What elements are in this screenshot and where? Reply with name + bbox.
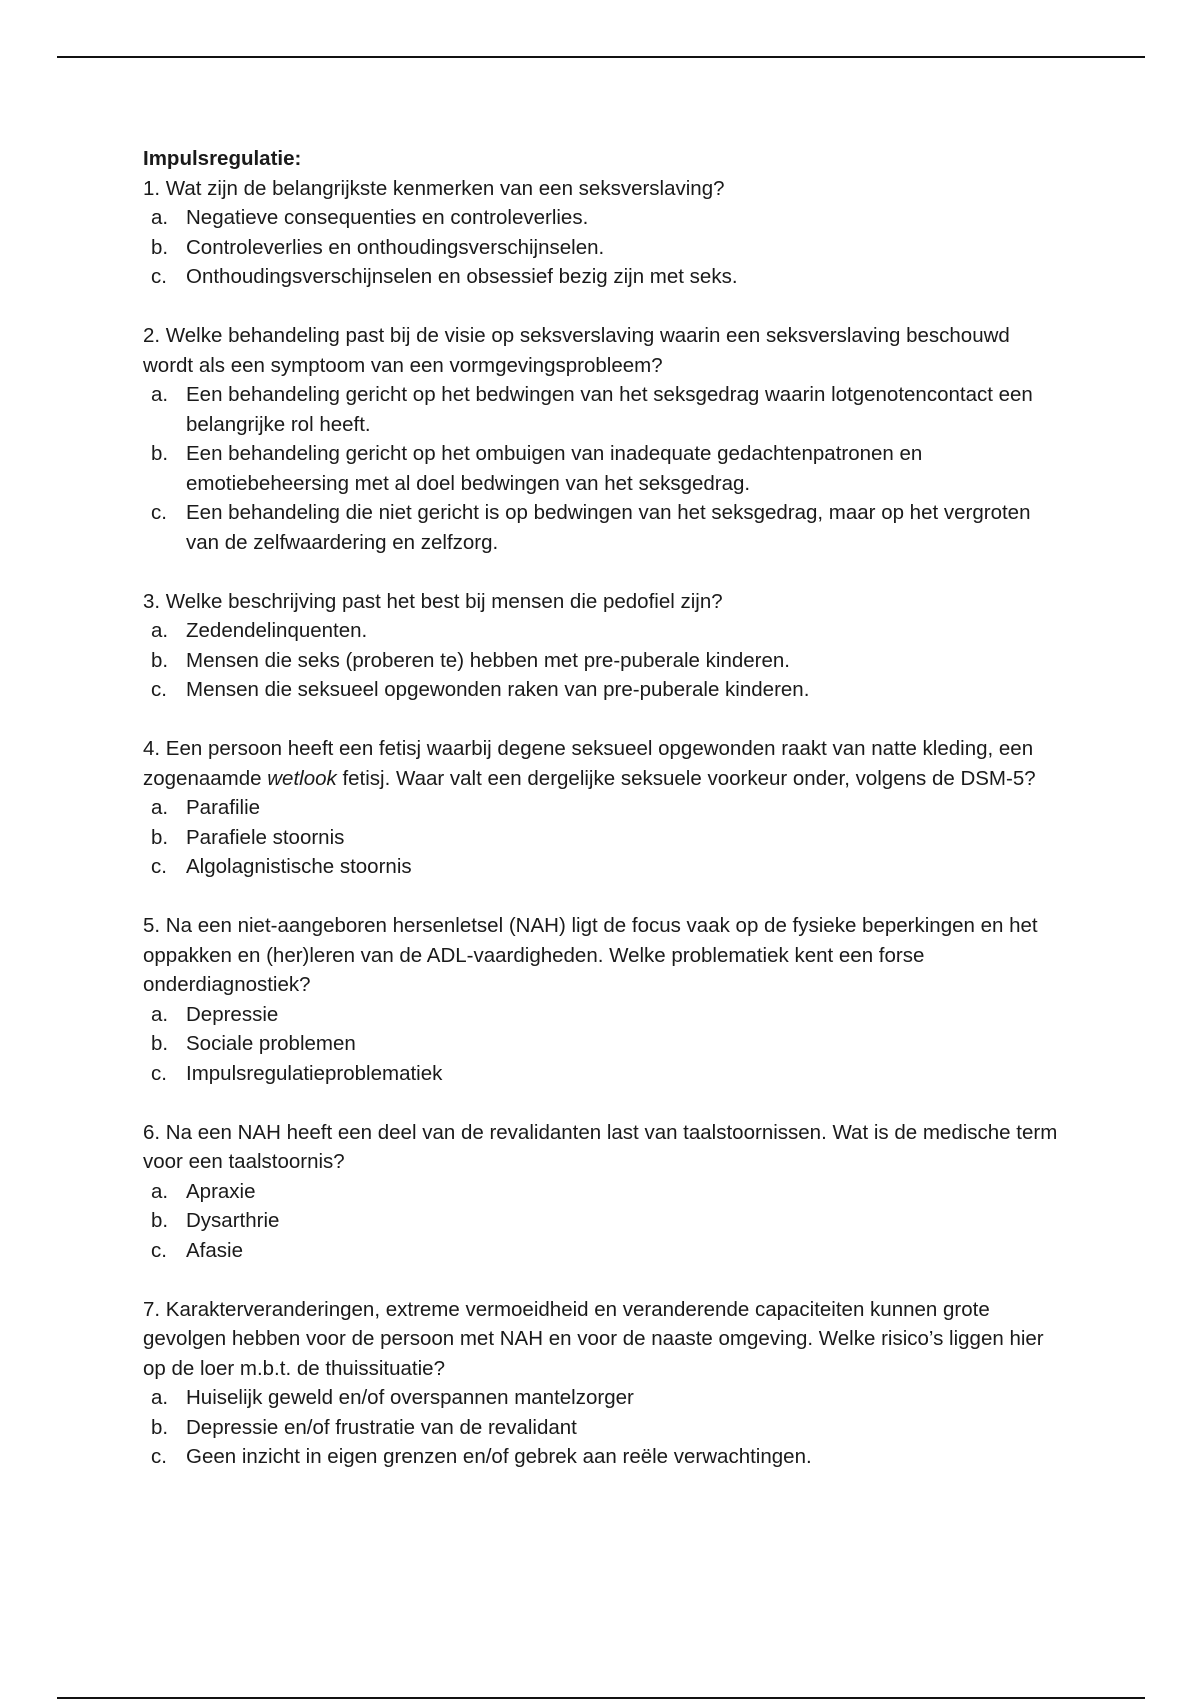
option-letter: c. <box>151 1238 167 1262</box>
option-text: Een behandeling gericht op het ombuigen van inadequate gedachtenpatronen en emotiebeheersing met al doel bedwingen van het seksgedrag. <box>186 442 923 495</box>
option-c <box>143 498 1063 557</box>
answer-options <box>143 1000 1063 1089</box>
option-text: Negatieve consequenties en controleverlies. <box>186 206 589 229</box>
option-letter: b. <box>151 1209 169 1232</box>
document-body <box>143 144 1063 1501</box>
question-5 <box>143 911 1063 1088</box>
option-letter: b. <box>151 648 169 672</box>
option-c <box>143 1059 1063 1089</box>
question-text: 6. Na een NAH heeft een deel van de revalidanten last van taalstoornissen. Wat is de medische term voor een taalstoornis? <box>143 1120 1058 1173</box>
option-letter: a. <box>151 1386 169 1409</box>
option-letter: c. <box>151 265 167 288</box>
option-letter: b. <box>151 235 169 259</box>
option-letter: c. <box>151 1061 167 1085</box>
option-c <box>143 852 1063 882</box>
option-letter: a. <box>151 206 169 229</box>
question-text: 2. Welke behandeling past bij de visie op seksverslaving waarin een seksverslaving beschouwd wordt als een symptoom van een vormgevingsprobleem? <box>143 324 1010 377</box>
option-text: Impulsregulatieproblematiek <box>186 1061 443 1085</box>
option-text: Apraxie <box>186 1179 256 1203</box>
option-letter: b. <box>151 1415 169 1439</box>
option-text: Zedendelinquenten. <box>186 619 368 642</box>
question-text: 3. Welke beschrijving past het best bij mensen die pedofiel zijn? <box>143 589 723 613</box>
option-text: Sociale problemen <box>186 1032 356 1055</box>
answer-options <box>143 1177 1063 1266</box>
option-letter: b. <box>151 442 169 465</box>
option-c <box>143 262 1063 292</box>
option-b <box>143 1206 1063 1236</box>
option-text: Depressie en/of frustratie van de revalidant <box>186 1415 577 1439</box>
option-b <box>143 1413 1063 1443</box>
option-text: Algolagnistische stoornis <box>186 855 412 878</box>
answer-options <box>143 616 1063 705</box>
question-text: 7. Karakterveranderingen, extreme vermoeidheid en veranderende capaciteiten kunnen grote gevolgen hebben voor de persoon met NAH en voor de naaste omgeving. Welke risico’s liggen hier op de loer m.b.t. de thuissituatie? <box>143 1297 1044 1380</box>
option-a <box>143 616 1063 646</box>
answer-options <box>143 203 1063 292</box>
option-letter: a. <box>151 1002 169 1026</box>
answer-options <box>143 793 1063 882</box>
option-a <box>143 1177 1063 1207</box>
option-letter: c. <box>151 678 167 701</box>
option-text: Mensen die seksueel opgewonden raken van pre-puberale kinderen. <box>186 678 810 701</box>
answer-options <box>143 380 1063 557</box>
option-letter: b. <box>151 1032 169 1055</box>
question-text-start: 4. Een persoon heeft een fetisj waarbij degene seksueel opgewonden raakt van natte kleding, een zogenaamde <box>143 737 1034 790</box>
option-text: Afasie <box>186 1238 243 1262</box>
question-7 <box>143 1295 1063 1472</box>
option-text: Depressie <box>186 1002 279 1026</box>
option-text: Huiselijk geweld en/of overspannen mantelzorger <box>186 1386 634 1409</box>
question-text: 1. Wat zijn de belangrijkste kenmerken van een seksverslaving? <box>143 176 725 200</box>
option-b <box>143 646 1063 676</box>
question-text-emphasis: wetlook <box>267 766 337 790</box>
option-b <box>143 1029 1063 1059</box>
option-b <box>143 233 1063 263</box>
option-c <box>143 1442 1063 1472</box>
option-b <box>143 439 1063 498</box>
option-c <box>143 675 1063 705</box>
option-text: Onthoudingsverschijnselen en obsessief bezig zijn met seks. <box>186 265 738 288</box>
option-a <box>143 1383 1063 1413</box>
option-text: Controleverlies en onthoudingsverschijnselen. <box>186 235 605 259</box>
section-title: Impulsregulatie: <box>143 147 302 170</box>
option-b <box>143 823 1063 853</box>
option-letter: c. <box>151 1445 167 1468</box>
option-letter: b. <box>151 825 169 849</box>
question-1 <box>143 174 1063 292</box>
option-text: Een behandeling die niet gericht is op bedwingen van het seksgedrag, maar op het vergroten van de zelfwaardering en zelfzorg. <box>186 501 1031 554</box>
option-text: Parafilie <box>186 796 261 819</box>
option-text: Parafiele stoornis <box>186 825 345 849</box>
question-4 <box>143 734 1063 882</box>
option-letter: c. <box>151 855 167 878</box>
option-text: Mensen die seks (proberen te) hebben met pre-puberale kinderen. <box>186 648 790 672</box>
question-3 <box>143 587 1063 705</box>
option-a <box>143 203 1063 233</box>
footer-rule <box>57 1697 1145 1699</box>
option-letter: c. <box>151 501 167 524</box>
option-text: Geen inzicht in eigen grenzen en/of gebrek aan reële verwachtingen. <box>186 1445 812 1468</box>
option-a <box>143 1000 1063 1030</box>
question-text-end: fetisj. Waar valt een dergelijke seksuele voorkeur onder, volgens de DSM-5? <box>336 766 1036 790</box>
answer-options <box>143 1383 1063 1472</box>
option-a <box>143 793 1063 823</box>
option-text: Een behandeling gericht op het bedwingen van het seksgedrag waarin lotgenotencontact een belangrijke rol heeft. <box>186 383 1033 436</box>
question-6 <box>143 1118 1063 1266</box>
option-letter: a. <box>151 619 169 642</box>
option-a <box>143 380 1063 439</box>
option-text: Dysarthrie <box>186 1209 280 1232</box>
question-text <box>143 734 1063 793</box>
option-letter: a. <box>151 383 169 406</box>
question-2 <box>143 321 1063 557</box>
header-rule <box>57 56 1145 58</box>
question-text: 5. Na een niet-aangeboren hersenletsel (NAH) ligt de focus vaak op de fysieke beperkingen en het oppakken en (her)leren van de ADL-vaardigheden. Welke problematiek kent een forse onderdiagnostiek? <box>143 914 1038 996</box>
option-letter: a. <box>151 1179 169 1203</box>
option-letter: a. <box>151 796 169 819</box>
option-c <box>143 1236 1063 1266</box>
